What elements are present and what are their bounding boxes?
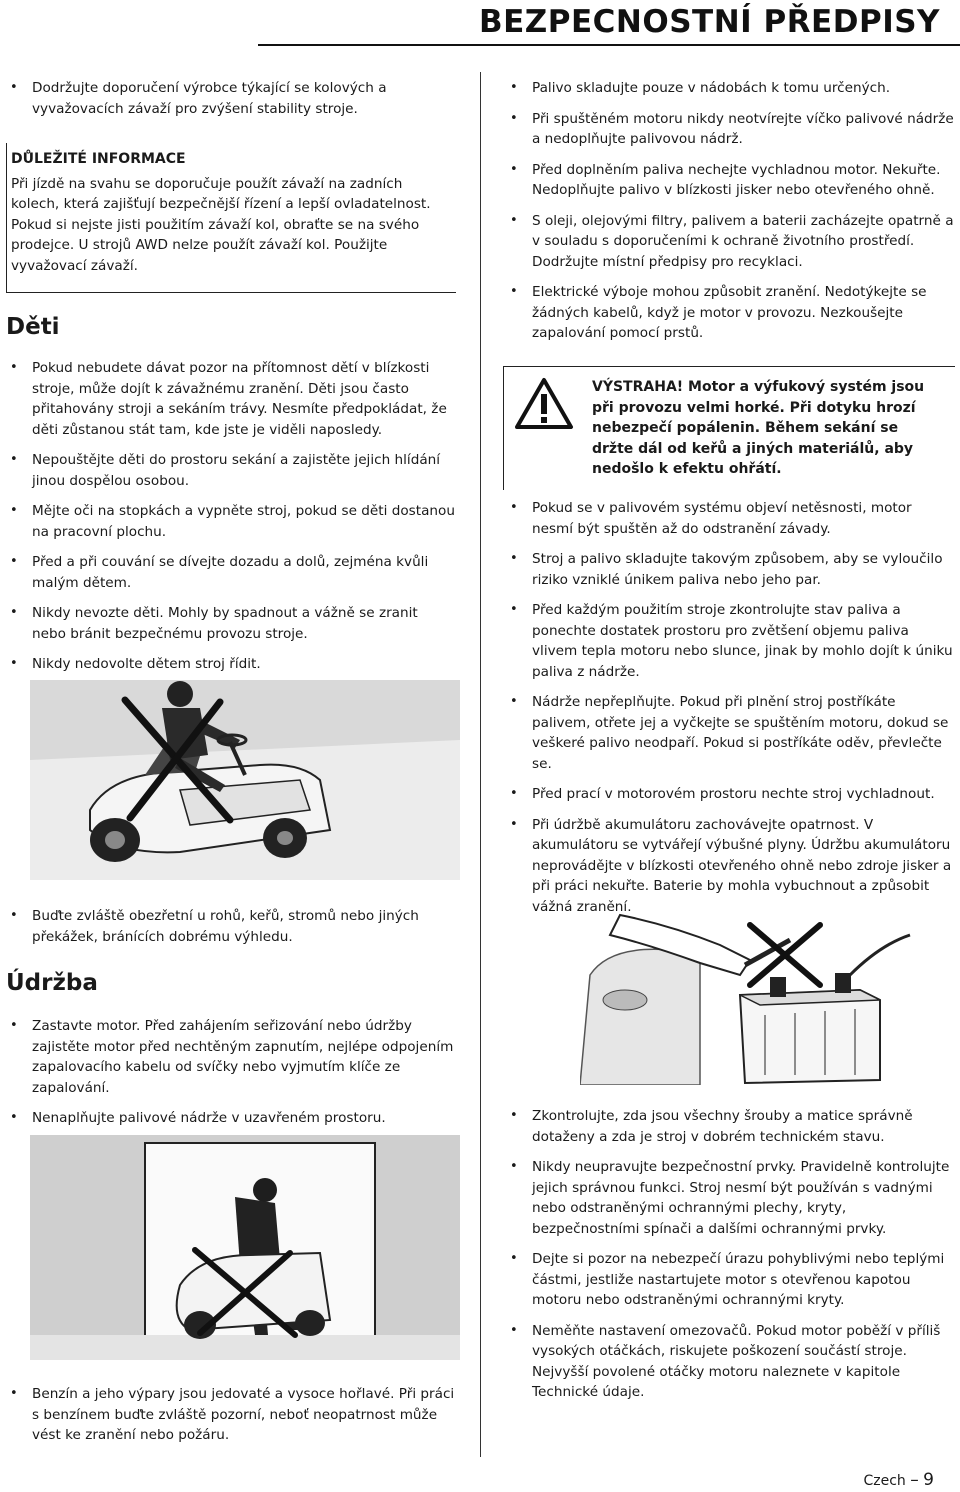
page-title: BEZPECNOSTNÍ PŘEDPISY bbox=[479, 4, 940, 40]
battery-illustration bbox=[580, 905, 925, 1085]
warning-text: VÝSTRAHA! Motor a výfukový systém jsou při provozu velmi horké. Při dotyku hrozí nebezpečí popálenin. Během sekání se držte dál od keřů a jiných materiálů, aby nedošlo k efektu ohřátí. bbox=[592, 379, 925, 477]
list-item: • Dodržujte doporučení výrobce týkající se kolových a vyvažovacích závaží pro zvýšení stability stroje. bbox=[10, 78, 450, 119]
list-item: • Mějte oči na stopkách a vypněte stroj, pokud se děti dostanou na pracovní plochu. bbox=[10, 501, 455, 542]
right-top-list bbox=[510, 78, 955, 344]
page-footer bbox=[863, 1470, 934, 1490]
list-item: • Pokud nebudete dávat pozor na přítomnost dětí v blízkosti stroje, může dojít k závažnému zranění. Děti jsou často přitahovány stroji a sekáním trávy. Nesmíte předpokládat, že děti zůstanou stát tam, kde jste je viděli naposledy. bbox=[10, 358, 455, 440]
right-bottom-list bbox=[510, 1106, 955, 1403]
list-item: • Před doplněním paliva nechejte vychladnou motor. Nekuřte. Nedoplňujte palivo v blízkosti jisker nebo otevřeného ohně. bbox=[510, 160, 955, 201]
list-item: • Zastavte motor. Před zahájením seřizování nebo údržby zajistěte motor před nechtěným zapnutím, nejlépe odpojením zapalovacího kabelu od svíčky nebo vyjmutím klíče ze zapalování. bbox=[10, 1016, 455, 1098]
page-number: 9 bbox=[923, 1470, 934, 1490]
garage-illustration bbox=[30, 1135, 460, 1360]
child-on-mower-illustration bbox=[30, 680, 460, 880]
list-item: • Zkontrolujte, zda jsou všechny šrouby a matice správně dotaženy a zda je stroj v dobrém technickém stavu. bbox=[510, 1106, 955, 1147]
section-heading-udrzba: Údržba bbox=[6, 970, 98, 996]
list-item: • Před prací v motorovém prostoru nechte stroj vychladnout. bbox=[510, 784, 955, 805]
section-heading-deti: Děti bbox=[6, 314, 60, 340]
after-image-list bbox=[10, 906, 455, 947]
list-item: • Nenaplňujte palivové nádrže v uzavřeném prostoru. bbox=[10, 1108, 455, 1129]
footer-separator: – bbox=[910, 1470, 919, 1490]
list-item: • Při spuštěném motoru nikdy neotvírejte víčko palivové nádrže a nedoplňujte palivovou nádrž. bbox=[510, 109, 955, 150]
after-garage-list bbox=[10, 1384, 455, 1446]
important-info-box bbox=[6, 143, 456, 293]
list-item: • Před a při couvání se dívejte dozadu a dolů, zejména kvůli malým dětem. bbox=[10, 552, 455, 593]
list-item: • Dejte si pozor na nebezpečí úrazu pohyblivými nebo teplými částmi, jestliže nastartujete motor s otevřenou kapotou motoru nebo odstraněnými ochrannými kryty. bbox=[510, 1249, 955, 1311]
list-item: • Nikdy nevozte děti. Mohly by spadnout a vážně se zranit nebo bránit bezpečnému provozu stroje. bbox=[10, 603, 455, 644]
udrzba-list bbox=[10, 1016, 455, 1129]
list-item: • Elektrické výboje mohou způsobit zranění. Nedotýkejte se žádných kabelů, když je motor v provozu. Nezkoušejte zapalování pomocí prstů. bbox=[510, 282, 955, 344]
list-item: • Benzín a jeho výpary jsou jedovaté a vysoce hořlavé. Při práci s benzínem buďte zvláště pozorní, neboť neopatrnost může vést ke zranění nebo požáru. bbox=[10, 1384, 455, 1446]
warning-triangle-icon bbox=[514, 377, 574, 431]
info-title: DŮLEŽITÉ INFORMACE bbox=[11, 151, 186, 167]
list-item: • Palivo skladujte pouze v nádobách k tomu určených. bbox=[510, 78, 955, 99]
list-item: • Stroj a palivo skladujte takovým způsobem, aby se vyloučilo riziko vzniklé únikem paliva nebo jeho par. bbox=[510, 549, 955, 590]
list-item: • Nepouštějte děti do prostoru sekání a zajistěte jejich hlídání jinou dospělou osobou. bbox=[10, 450, 455, 491]
title-rule bbox=[258, 44, 960, 46]
list-item: • Nikdy neupravujte bezpečnostní prvky. Pravidelně kontrolujte jejich správnou funkci. Stroj nesmí být používán s vadnými nebo odstraněnými ochrannými plechy, kryty, bezpečnostními spínači a dalšími ochrannými prvky. bbox=[510, 1157, 955, 1239]
right-mid-list bbox=[510, 498, 955, 917]
footer-language: Czech bbox=[863, 1473, 906, 1489]
list-item: • Neměňte nastavení omezovačů. Pokud motor poběží v příliš vysokých otáčkách, riskujete poškození součástí stroje. Nejvyšší povolené otáčky motoru naleznete v kapitole Technické údaje. bbox=[510, 1321, 955, 1403]
intro-list bbox=[10, 78, 450, 119]
column-divider bbox=[480, 72, 481, 1457]
list-item: • Pokud se v palivovém systému objeví netěsnosti, motor nesmí být spuštěn až do odstranění závady. bbox=[510, 498, 955, 539]
list-item: • Nikdy nedovolte dětem stroj řídit. bbox=[10, 654, 455, 675]
list-item: • S oleji, olejovými filtry, palivem a baterii zacházejte opatrně a v souladu s doporučeními k ochraně životního prostředí. Dodržujte místní předpisy pro recyklaci. bbox=[510, 211, 955, 273]
list-item: • Před každým použitím stroje zkontrolujte stav paliva a ponechte dostatek prostoru pro zvětšení objemu paliva vlivem tepla motoru nebo slunce, jinak by mohlo dojít k úniku paliva z nádrže. bbox=[510, 600, 955, 682]
list-item: • Nádrže nepřeplňujte. Pokud při plnění stroj postříkáte palivem, otřete jej a vyčkejte se spuštěním motoru, dokud se veškeré palivo neodpaří. Pokud si postříkáte oděv, převlečte se. bbox=[510, 692, 955, 774]
deti-list bbox=[10, 358, 455, 675]
list-item: • Při údržbě akumulátoru zachovávejte opatrnost. V akumulátoru se vytvářejí výbušné plyny. Údržbu akumulátoru neprovádějte v blízkosti otevřeného ohně nebo zdroje jisker a při práci nekuřte. Baterie by mohla vybuchnout a způsobit vážná zranění. bbox=[510, 815, 955, 918]
list-item: • Buďte zvláště obezřetní u rohů, keřů, stromů nebo jiných překážek, bránících dobrému výhledu. bbox=[10, 906, 455, 947]
info-text: Při jízdě na svahu se doporučuje použít závaží na zadních kolech, která zajišťují bezpečnější řízení a lepší ovladatelnost. Pokud si nejste jisti použitím závaží kol, obraťte se na svého prodejce. U strojů AWD nelze použít závaží kol. Použijte vyvažovací závaží. bbox=[11, 175, 431, 274]
warning-box bbox=[503, 366, 955, 490]
